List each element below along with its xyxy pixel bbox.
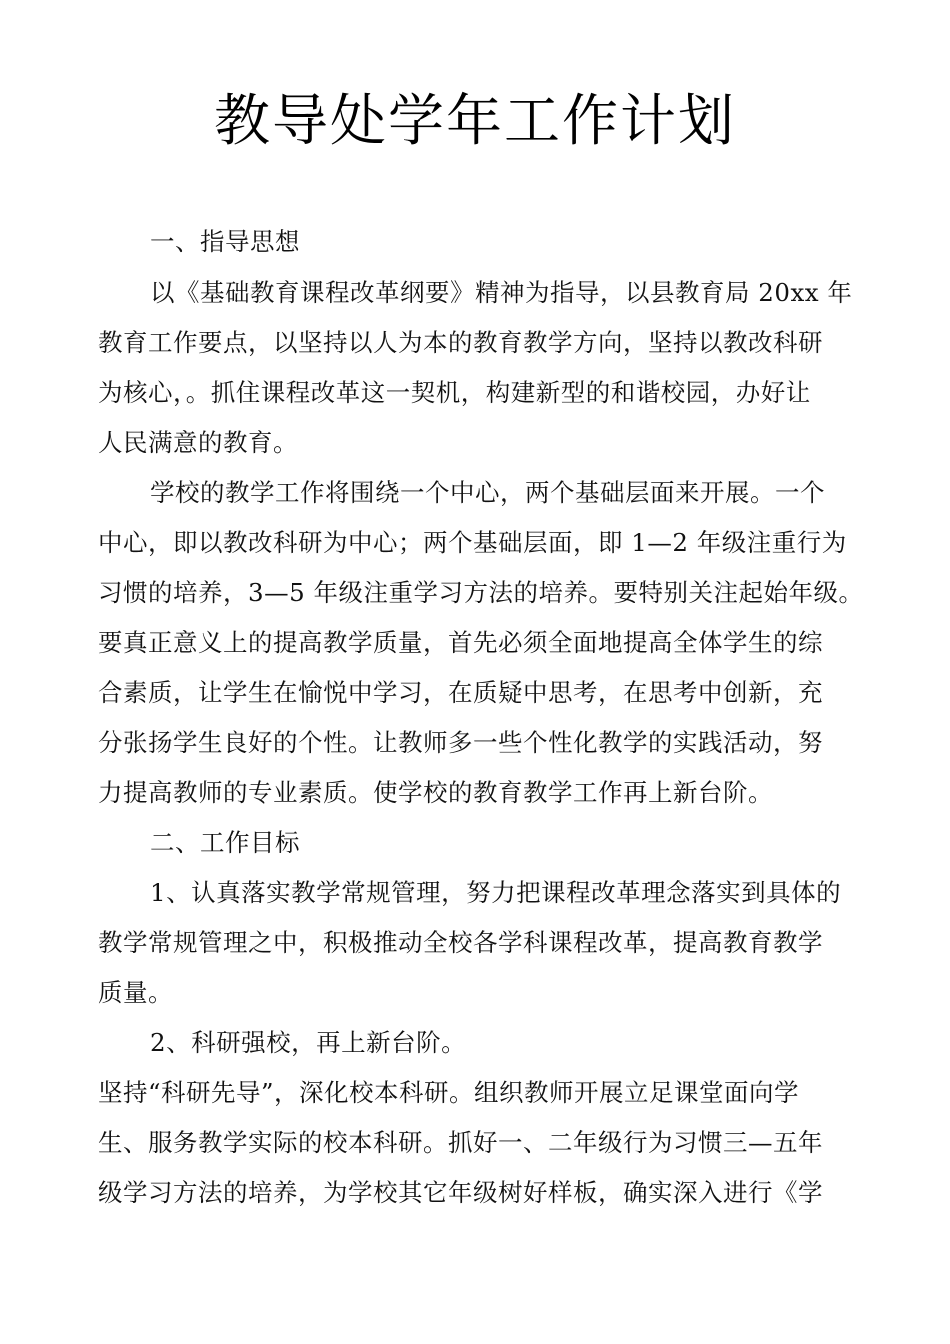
paragraph-line: 以《基础教育课程改革纲要》精神为指导，以县教育局 20xx 年 xyxy=(150,278,853,307)
paragraph-line: 力提高教师的专业素质。使学校的教育教学工作再上新台阶。 xyxy=(98,778,773,807)
paragraph-line: 生、服务教学实际的校本科研。抓好一、二年级行为习惯三—五年 xyxy=(98,1128,823,1157)
section-heading-guiding-thought: 一、指导思想 xyxy=(150,227,300,256)
paragraph-line: 教育工作要点，以坚持以人为本的教育教学方向，坚持以教改科研 xyxy=(98,328,823,357)
paragraph-line: 1、认真落实教学常规管理，努力把课程改革理念落实到具体的 xyxy=(150,878,842,907)
paragraph-line: 质量。 xyxy=(98,978,173,1007)
section-heading-work-goals: 二、工作目标 xyxy=(150,828,300,857)
paragraph-line: 为核心，。抓住课程改革这一契机，构建新型的和谐校园，办好让 xyxy=(98,378,811,407)
document-title: 教导处学年工作计划 xyxy=(214,89,736,154)
paragraph-line: 坚持“科研先导”，深化校本科研。组织教师开展立足课堂面向学 xyxy=(98,1078,800,1107)
paragraph-line: 习惯的培养，3—5 年级注重学习方法的培养。要特别关注起始年级。 xyxy=(98,578,864,607)
paragraph-line: 人民满意的教育。 xyxy=(98,428,298,457)
paragraph-line: 2、科研强校，再上新台阶。 xyxy=(150,1028,467,1057)
paragraph-line: 中心，即以教改科研为中心；两个基础层面，即 1—2 年级注重行为 xyxy=(98,528,847,557)
paragraph-line: 要真正意义上的提高教学质量，首先必须全面地提高全体学生的综 xyxy=(98,628,823,657)
paragraph-line: 级学习方法的培养，为学校其它年级树好样板，确实深入进行《学 xyxy=(98,1178,823,1207)
paragraph-line: 分张扬学生良好的个性。让教师多一些个性化教学的实践活动，努 xyxy=(98,728,823,757)
paragraph-line: 合素质，让学生在愉悦中学习，在质疑中思考，在思考中创新，充 xyxy=(98,678,823,707)
paragraph-line: 学校的教学工作将围绕一个中心，两个基础层面来开展。一个 xyxy=(150,478,825,507)
paragraph-line: 教学常规管理之中，积极推动全校各学科课程改革，提高教育教学 xyxy=(98,928,823,957)
